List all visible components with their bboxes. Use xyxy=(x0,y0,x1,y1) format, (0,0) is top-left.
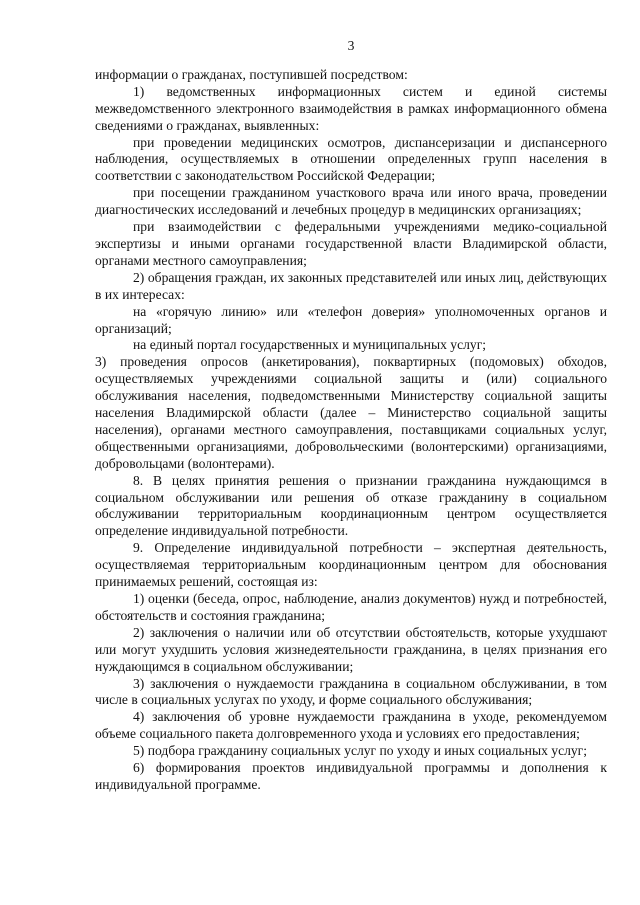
paragraph: 2) обращения граждан, их законных представителей или иных лиц, действующих в их интересах: xyxy=(95,269,607,302)
paragraph: 1) оценки (беседа, опрос, наблюдение, анализ документов) нужд и потребностей, обстоятельств и состояния гражданина; xyxy=(95,591,607,623)
paragraph: на единый портал государственных и муниципальных услуг; xyxy=(133,337,487,353)
paragraph: 2) заключения о наличии или об отсутствии обстоятельств, которые ухудшают или могут ухудшить условия жизнедеятельности гражданина, в целях признания его нуждающимся в социальном обслуживании; xyxy=(95,624,607,674)
paragraph: 3) заключения о нуждаемости гражданина в социальном обслуживании, в том числе в социальных услугах по уходу, и форме социального обслуживания; xyxy=(95,675,607,708)
paragraph: при посещении гражданином участкового врача или иного врача, проведении диагностических исследований и лечебных процедур в медицинских организациях; xyxy=(95,185,607,218)
paragraph: 6) формирования проектов индивидуальной программы и дополнения к индивидуальной программе. xyxy=(95,760,607,792)
paragraph: информации о гражданах, поступившей посредством: xyxy=(95,66,408,82)
paragraph: при взаимодействии с федеральными учреждениями медико-социальной экспертизы и иными органами государственной власти Владимирской области, органами местного самоуправления; xyxy=(95,219,607,268)
paragraph: 4) заключения об уровне нуждаемости гражданина в уходе, рекомендуемом объеме социального пакета долговременного ухода и условиях его предоставления; xyxy=(95,709,607,742)
document-body xyxy=(95,67,607,794)
paragraph: 5) подбора гражданину социальных услуг по уходу и иных социальных услуг; xyxy=(133,743,588,759)
paragraph: 1) ведомственных информационных систем и единой системы межведомственного электронного взаимодействия в рамках информационного обмена сведениями о гражданах, выявленных: xyxy=(95,83,607,133)
paragraph: 9. Определение индивидуальной потребности – экспертная деятельность, осуществляемая территориальным координационным центром для обоснования принимаемых решений, состоящая из: xyxy=(95,540,607,590)
paragraph: 8. В целях принятия решения о признании гражданина нуждающимся в социальном обслуживании или решения об отказе гражданину в социальном обслуживании территориальным координационным центром осуществляется определение индивидуальной потребности. xyxy=(95,472,607,539)
paragraph: 3) проведения опросов (анкетирования), поквартирных (подомовых) обходов, осуществляемых учреждениями социальной защиты и (или) социального обслуживания населения, подведомственными Министерству социальной защиты населения Владимирской области (далее – Министерство социальной защиты населения), органами местного самоуправления, поставщиками социальных услуг, общественными организациями, добровольческими (волонтерскими) организациями, добровольцами (волонтерами). xyxy=(95,354,607,471)
document-page xyxy=(95,38,607,794)
paragraph: на «горячую линию» или «телефон доверия» уполномоченных органов и организаций; xyxy=(95,303,607,336)
page-number: 3 xyxy=(347,38,355,53)
paragraph: при проведении медицинских осмотров, диспансеризации и диспансерного наблюдения, осуществляемых в отношении определенных групп населения в соответствии с законодательством Российской Федерации; xyxy=(95,134,607,184)
